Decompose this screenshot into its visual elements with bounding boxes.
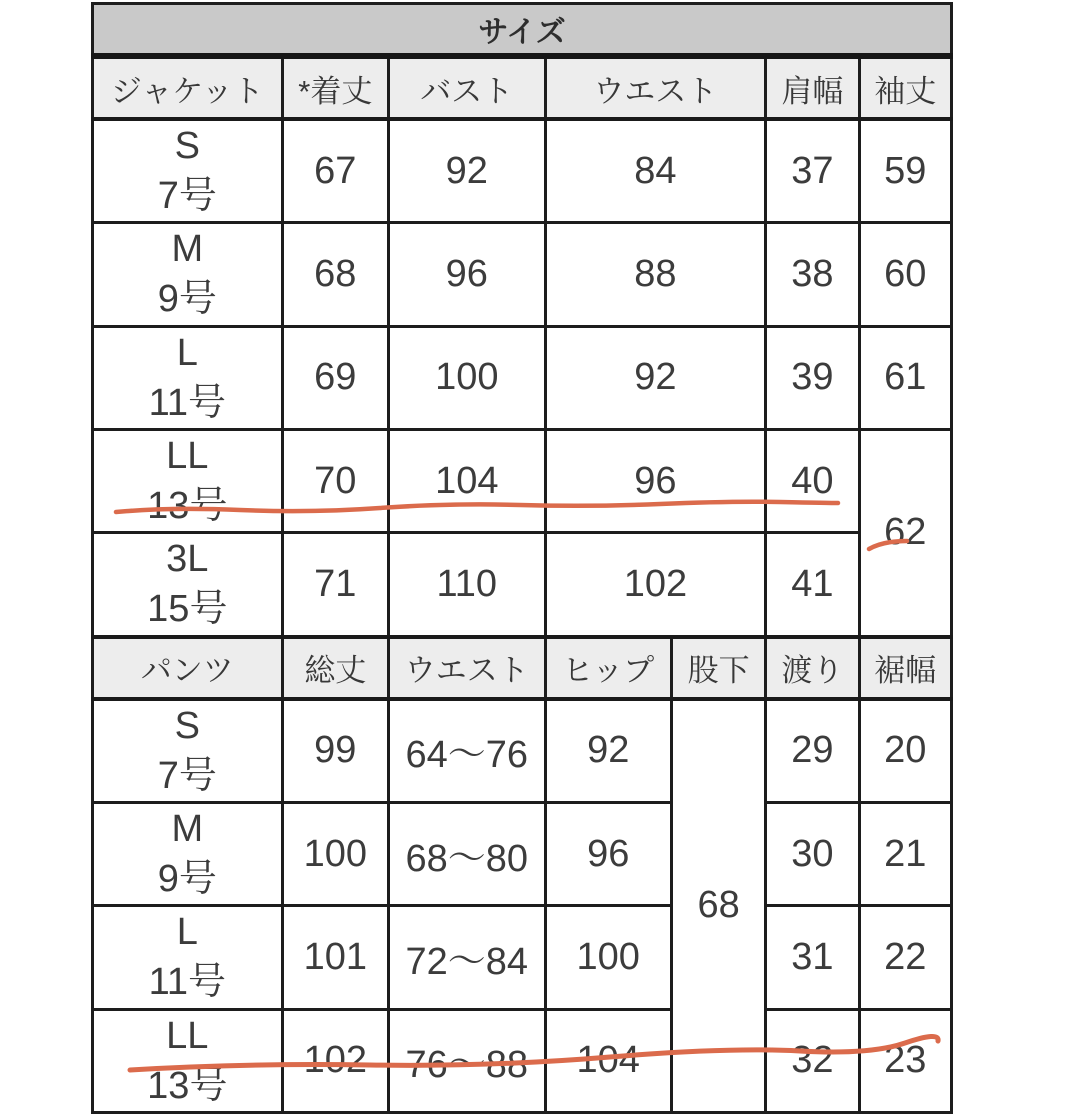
size-label (93, 1009, 283, 1112)
table-cell: 69 (282, 326, 388, 429)
table-cell: 32 (766, 1009, 859, 1112)
table-row (93, 802, 952, 905)
size-code: M (171, 807, 204, 850)
table-cell: 71 (282, 533, 388, 637)
table-cell: 92 (545, 699, 671, 803)
column-header: ジャケット (93, 56, 283, 119)
table-row (93, 1009, 952, 1112)
table-row (93, 119, 952, 223)
table-cell: 64～76 (389, 699, 546, 803)
table-cell: 61 (859, 326, 951, 429)
table-cell: 92 (389, 119, 546, 223)
size-number: 11号 (148, 961, 227, 1004)
table-cell: 84 (545, 119, 766, 223)
table-row (93, 429, 952, 532)
column-header: バスト (389, 56, 546, 119)
size-label (93, 429, 283, 532)
table-cell: 96 (389, 223, 546, 326)
size-code: 3L (166, 538, 209, 581)
table-cell: 40 (766, 429, 859, 532)
size-code: S (174, 125, 200, 167)
table-cell: 31 (766, 906, 859, 1009)
column-header: 裾幅 (859, 637, 951, 699)
size-label (93, 699, 283, 803)
column-header: ウエスト (389, 637, 546, 699)
table-cell: 29 (766, 699, 859, 803)
column-header: *着丈 (282, 56, 388, 119)
pants-section (93, 637, 952, 1113)
sleeve-merged-cell: 62 (859, 429, 951, 636)
size-number: 15号 (147, 588, 228, 631)
column-header: ウエスト (545, 56, 766, 119)
table-cell: 96 (545, 802, 671, 905)
table-cell: 104 (545, 1009, 671, 1112)
size-label (93, 119, 283, 223)
table-cell: 68 (282, 223, 388, 326)
size-code: LL (166, 434, 209, 477)
size-number: 7号 (157, 175, 217, 218)
table-cell: 38 (766, 223, 859, 326)
column-header: 渡り (766, 637, 859, 699)
table-cell: 30 (766, 802, 859, 905)
table-cell: 39 (766, 326, 859, 429)
inseam-merged-cell: 68 (671, 699, 765, 1113)
size-label (93, 906, 283, 1009)
table-cell: 100 (389, 326, 546, 429)
table-cell: 23 (859, 1009, 951, 1112)
column-header: パンツ (93, 637, 283, 699)
table-cell: 67 (282, 119, 388, 223)
size-label (93, 802, 283, 905)
size-label (93, 326, 283, 429)
table-cell: 21 (859, 802, 951, 905)
size-table (91, 2, 953, 1114)
size-code: M (171, 228, 204, 271)
table-cell: 100 (282, 802, 388, 905)
table-row (93, 326, 952, 429)
table-cell: 110 (389, 533, 546, 637)
table-cell: 101 (282, 906, 388, 1009)
table-title: サイズ (93, 4, 952, 57)
table-cell: 102 (282, 1009, 388, 1112)
jacket-section (93, 56, 952, 637)
column-header: 総丈 (282, 637, 388, 699)
table-title-row (93, 4, 952, 57)
size-number: 13号 (147, 1064, 228, 1107)
table-cell: 104 (389, 429, 546, 532)
header-row (93, 56, 952, 119)
table-cell: 76～88 (389, 1009, 546, 1112)
size-label (93, 223, 283, 326)
column-header: 股下 (671, 637, 765, 699)
table-cell: 70 (282, 429, 388, 532)
table-cell: 41 (766, 533, 859, 637)
size-number: 11号 (148, 381, 227, 424)
size-number: 13号 (147, 485, 228, 528)
size-number: 7号 (157, 754, 217, 797)
table-cell: 37 (766, 119, 859, 223)
size-label (93, 533, 283, 637)
size-code: LL (166, 1014, 209, 1057)
table-cell: 22 (859, 906, 951, 1009)
size-code: L (176, 331, 198, 374)
size-number: 9号 (157, 278, 217, 321)
table-cell: 60 (859, 223, 951, 326)
table-cell: 68～80 (389, 802, 546, 905)
size-number: 9号 (157, 858, 217, 901)
table-cell: 88 (545, 223, 766, 326)
table-row (93, 533, 952, 637)
table-cell: 92 (545, 326, 766, 429)
table-cell: 20 (859, 699, 951, 803)
table-cell: 100 (545, 906, 671, 1009)
header-row (93, 637, 952, 699)
size-code: L (176, 911, 198, 954)
table-cell: 59 (859, 119, 951, 223)
table-cell: 96 (545, 429, 766, 532)
column-header: 肩幅 (766, 56, 859, 119)
size-code: S (174, 704, 200, 747)
table-row (93, 223, 952, 326)
column-header: 袖丈 (859, 56, 951, 119)
table-cell: 99 (282, 699, 388, 803)
column-header: ヒップ (545, 637, 671, 699)
table-cell: 102 (545, 533, 766, 637)
table-row (93, 906, 952, 1009)
table-row (93, 699, 952, 803)
table-cell: 72～84 (389, 906, 546, 1009)
